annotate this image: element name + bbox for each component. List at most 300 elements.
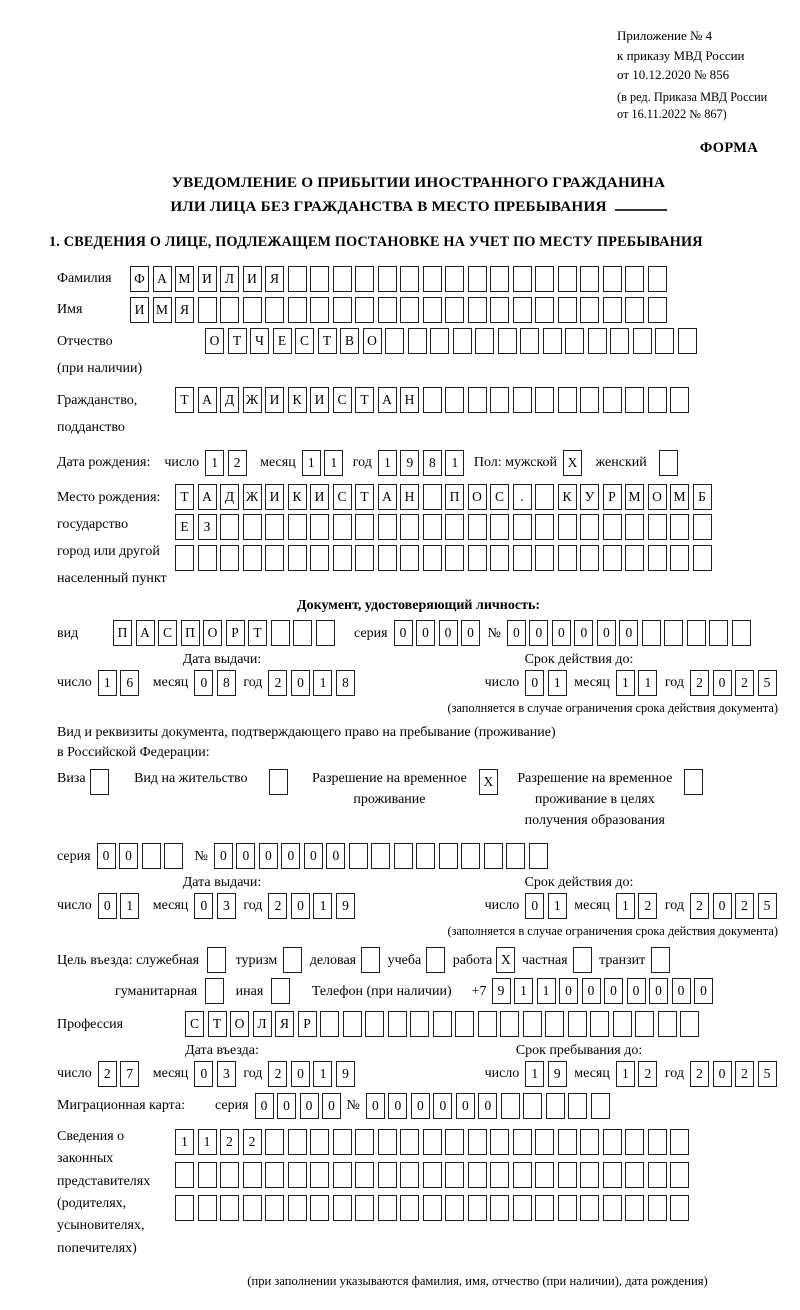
char-box[interactable]: Е xyxy=(273,328,292,354)
char-box[interactable] xyxy=(269,769,288,795)
char-box[interactable]: 0 xyxy=(694,978,713,1004)
char-box[interactable]: Р xyxy=(603,484,622,510)
char-box[interactable] xyxy=(198,1162,217,1188)
char-box[interactable] xyxy=(445,387,464,413)
char-box[interactable] xyxy=(198,545,217,571)
char-box[interactable] xyxy=(580,266,599,292)
char-box[interactable] xyxy=(625,297,644,323)
char-box[interactable] xyxy=(220,297,239,323)
char-box[interactable]: 1 xyxy=(537,978,556,1004)
char-box[interactable] xyxy=(670,514,689,540)
char-box[interactable]: 2 xyxy=(690,893,709,919)
char-box[interactable] xyxy=(580,387,599,413)
char-box[interactable]: А xyxy=(198,484,217,510)
char-box[interactable] xyxy=(558,1195,577,1221)
char-box[interactable] xyxy=(680,1011,699,1037)
char-box[interactable] xyxy=(243,297,262,323)
char-box[interactable] xyxy=(648,1195,667,1221)
purpose-humanitarian-checkbox[interactable] xyxy=(205,978,228,1004)
char-box[interactable] xyxy=(558,1129,577,1155)
char-box[interactable]: 0 xyxy=(416,620,435,646)
visa-checkbox[interactable] xyxy=(90,769,113,795)
char-box[interactable] xyxy=(687,620,706,646)
char-box[interactable] xyxy=(410,1011,429,1037)
char-box[interactable] xyxy=(288,514,307,540)
char-box[interactable]: 0 xyxy=(366,1093,385,1119)
char-box[interactable] xyxy=(243,1162,262,1188)
char-box[interactable]: Б xyxy=(693,484,712,510)
char-box[interactable]: 9 xyxy=(400,450,419,476)
stay-month-input[interactable] xyxy=(616,1061,661,1087)
char-box[interactable] xyxy=(610,328,629,354)
char-box[interactable] xyxy=(478,1011,497,1037)
char-box[interactable]: 0 xyxy=(439,620,458,646)
char-box[interactable]: 0 xyxy=(672,978,691,1004)
doc-issue-month-input[interactable] xyxy=(194,670,239,696)
char-box[interactable] xyxy=(633,328,652,354)
char-box[interactable] xyxy=(535,297,554,323)
purpose-study-checkbox[interactable] xyxy=(426,947,449,973)
char-box[interactable] xyxy=(265,545,284,571)
char-box[interactable] xyxy=(423,387,442,413)
char-box[interactable] xyxy=(400,1129,419,1155)
char-box[interactable]: 0 xyxy=(713,1061,732,1087)
char-box[interactable]: 0 xyxy=(597,620,616,646)
char-box[interactable] xyxy=(288,266,307,292)
char-box[interactable] xyxy=(355,266,374,292)
char-box[interactable] xyxy=(670,1162,689,1188)
char-box[interactable] xyxy=(468,1162,487,1188)
char-box[interactable]: 5 xyxy=(758,670,777,696)
char-box[interactable] xyxy=(558,266,577,292)
char-box[interactable] xyxy=(513,1195,532,1221)
char-box[interactable] xyxy=(565,328,584,354)
char-box[interactable] xyxy=(423,484,442,510)
char-box[interactable]: 0 xyxy=(194,1061,213,1087)
char-box[interactable] xyxy=(625,1129,644,1155)
char-box[interactable]: И xyxy=(243,266,262,292)
char-box[interactable] xyxy=(265,1162,284,1188)
sex-male-checkbox[interactable] xyxy=(563,450,586,476)
entry-month-input[interactable] xyxy=(194,1061,239,1087)
char-box[interactable] xyxy=(490,1129,509,1155)
purpose-business-checkbox[interactable] xyxy=(361,947,384,973)
char-box[interactable] xyxy=(591,1093,610,1119)
char-box[interactable] xyxy=(400,1195,419,1221)
char-box[interactable] xyxy=(603,1129,622,1155)
representatives-line2[interactable] xyxy=(175,1162,693,1188)
char-box[interactable]: Т xyxy=(355,484,374,510)
permit-seria-input[interactable] xyxy=(97,843,187,869)
char-box[interactable] xyxy=(580,1195,599,1221)
char-box[interactable]: 8 xyxy=(336,670,355,696)
char-box[interactable]: В xyxy=(340,328,359,354)
char-box[interactable] xyxy=(659,450,678,476)
char-box[interactable] xyxy=(603,387,622,413)
char-box[interactable] xyxy=(648,1162,667,1188)
char-box[interactable] xyxy=(288,1162,307,1188)
char-box[interactable]: 2 xyxy=(638,1061,657,1087)
birth-month-input[interactable] xyxy=(302,450,347,476)
doc-issue-year-input[interactable] xyxy=(268,670,358,696)
char-box[interactable]: 2 xyxy=(268,1061,287,1087)
char-box[interactable] xyxy=(288,297,307,323)
char-box[interactable]: Т xyxy=(248,620,267,646)
char-box[interactable]: 1 xyxy=(378,450,397,476)
char-box[interactable] xyxy=(506,843,525,869)
char-box[interactable]: 0 xyxy=(291,893,310,919)
char-box[interactable] xyxy=(648,514,667,540)
char-box[interactable] xyxy=(433,1011,452,1037)
char-box[interactable] xyxy=(385,328,404,354)
char-box[interactable] xyxy=(400,1162,419,1188)
char-box[interactable] xyxy=(271,620,290,646)
char-box[interactable]: 2 xyxy=(735,1061,754,1087)
char-box[interactable]: Т xyxy=(208,1011,227,1037)
char-box[interactable]: Ж xyxy=(243,387,262,413)
char-box[interactable] xyxy=(558,545,577,571)
char-box[interactable] xyxy=(333,1129,352,1155)
char-box[interactable] xyxy=(490,1195,509,1221)
char-box[interactable]: 0 xyxy=(649,978,668,1004)
char-box[interactable]: Н xyxy=(400,387,419,413)
char-box[interactable] xyxy=(333,266,352,292)
char-box[interactable] xyxy=(293,620,312,646)
char-box[interactable] xyxy=(378,297,397,323)
char-box[interactable]: 0 xyxy=(552,620,571,646)
char-box[interactable]: А xyxy=(198,387,217,413)
char-box[interactable] xyxy=(500,1011,519,1037)
char-box[interactable] xyxy=(546,1093,565,1119)
char-box[interactable]: 0 xyxy=(300,1093,319,1119)
birthplace-line2[interactable] xyxy=(175,514,715,540)
char-box[interactable] xyxy=(535,387,554,413)
char-box[interactable]: 0 xyxy=(478,1093,497,1119)
char-box[interactable] xyxy=(535,1162,554,1188)
char-box[interactable]: М xyxy=(670,484,689,510)
char-box[interactable]: И xyxy=(130,297,149,323)
char-box[interactable]: К xyxy=(288,484,307,510)
char-box[interactable] xyxy=(445,545,464,571)
permit-valid-month-input[interactable] xyxy=(616,893,661,919)
char-box[interactable] xyxy=(732,620,751,646)
char-box[interactable] xyxy=(423,1195,442,1221)
char-box[interactable]: О xyxy=(230,1011,249,1037)
char-box[interactable]: 1 xyxy=(548,893,567,919)
char-box[interactable]: 0 xyxy=(322,1093,341,1119)
char-box[interactable]: Ж xyxy=(243,484,262,510)
char-box[interactable]: 0 xyxy=(713,670,732,696)
char-box[interactable]: С xyxy=(185,1011,204,1037)
char-box[interactable]: 0 xyxy=(97,843,116,869)
doc-valid-month-input[interactable] xyxy=(616,670,661,696)
char-box[interactable] xyxy=(361,947,380,973)
char-box[interactable]: С xyxy=(333,387,352,413)
char-box[interactable]: Р xyxy=(298,1011,317,1037)
char-box[interactable]: 1 xyxy=(324,450,343,476)
doc-kind-input[interactable] xyxy=(113,620,338,646)
char-box[interactable]: 0 xyxy=(529,620,548,646)
char-box[interactable]: 2 xyxy=(638,893,657,919)
char-box[interactable] xyxy=(175,545,194,571)
char-box[interactable]: 6 xyxy=(120,670,139,696)
char-box[interactable] xyxy=(310,1129,329,1155)
char-box[interactable] xyxy=(490,545,509,571)
char-box[interactable]: Т xyxy=(175,484,194,510)
char-box[interactable] xyxy=(490,387,509,413)
char-box[interactable] xyxy=(535,1129,554,1155)
char-box[interactable]: О xyxy=(203,620,222,646)
permit-number-input[interactable] xyxy=(214,843,552,869)
char-box[interactable] xyxy=(648,1129,667,1155)
char-box[interactable] xyxy=(603,1195,622,1221)
char-box[interactable] xyxy=(426,947,445,973)
stay-day-input[interactable] xyxy=(525,1061,570,1087)
char-box[interactable]: Я xyxy=(265,266,284,292)
char-box[interactable]: 0 xyxy=(194,893,213,919)
char-box[interactable]: Н xyxy=(400,484,419,510)
char-box[interactable] xyxy=(365,1011,384,1037)
purpose-work-checkbox[interactable] xyxy=(496,947,519,973)
char-box[interactable] xyxy=(558,1162,577,1188)
char-box[interactable]: 2 xyxy=(268,893,287,919)
residence-permit-checkbox[interactable] xyxy=(269,769,292,795)
char-box[interactable] xyxy=(588,328,607,354)
char-box[interactable] xyxy=(603,545,622,571)
char-box[interactable] xyxy=(243,545,262,571)
char-box[interactable]: 0 xyxy=(194,670,213,696)
char-box[interactable] xyxy=(288,1129,307,1155)
char-box[interactable] xyxy=(333,1195,352,1221)
doc-valid-day-input[interactable] xyxy=(525,670,570,696)
char-box[interactable] xyxy=(445,514,464,540)
char-box[interactable] xyxy=(198,297,217,323)
char-box[interactable] xyxy=(655,328,674,354)
char-box[interactable] xyxy=(625,514,644,540)
purpose-tourism-checkbox[interactable] xyxy=(283,947,306,973)
char-box[interactable] xyxy=(423,297,442,323)
char-box[interactable] xyxy=(468,1195,487,1221)
char-box[interactable]: 0 xyxy=(433,1093,452,1119)
char-box[interactable]: 2 xyxy=(243,1129,262,1155)
char-box[interactable] xyxy=(265,297,284,323)
char-box[interactable] xyxy=(625,1162,644,1188)
char-box[interactable] xyxy=(408,328,427,354)
char-box[interactable] xyxy=(320,1011,339,1037)
char-box[interactable]: П xyxy=(445,484,464,510)
char-box[interactable] xyxy=(423,514,442,540)
char-box[interactable]: О xyxy=(205,328,224,354)
char-box[interactable] xyxy=(310,266,329,292)
char-box[interactable] xyxy=(625,545,644,571)
char-box[interactable]: А xyxy=(378,484,397,510)
char-box[interactable] xyxy=(394,843,413,869)
char-box[interactable] xyxy=(333,297,352,323)
char-box[interactable]: 2 xyxy=(735,893,754,919)
char-box[interactable]: 1 xyxy=(313,670,332,696)
mig-seria-input[interactable] xyxy=(255,1093,345,1119)
char-box[interactable] xyxy=(523,1093,542,1119)
char-box[interactable] xyxy=(603,297,622,323)
char-box[interactable]: 0 xyxy=(604,978,623,1004)
char-box[interactable] xyxy=(568,1011,587,1037)
char-box[interactable]: О xyxy=(648,484,667,510)
char-box[interactable]: Т xyxy=(355,387,374,413)
char-box[interactable]: 9 xyxy=(492,978,511,1004)
char-box[interactable] xyxy=(378,1195,397,1221)
char-box[interactable]: П xyxy=(113,620,132,646)
char-box[interactable] xyxy=(558,387,577,413)
patronymic-input[interactable] xyxy=(205,328,700,354)
char-box[interactable]: 2 xyxy=(220,1129,239,1155)
char-box[interactable]: С xyxy=(490,484,509,510)
char-box[interactable]: 5 xyxy=(758,1061,777,1087)
permit-issue-year-input[interactable] xyxy=(268,893,358,919)
char-box[interactable] xyxy=(648,545,667,571)
char-box[interactable] xyxy=(558,297,577,323)
char-box[interactable]: 5 xyxy=(758,893,777,919)
char-box[interactable]: 1 xyxy=(98,670,117,696)
char-box[interactable] xyxy=(220,514,239,540)
char-box[interactable]: X xyxy=(563,450,582,476)
char-box[interactable]: 3 xyxy=(217,893,236,919)
char-box[interactable] xyxy=(520,328,539,354)
char-box[interactable] xyxy=(90,769,109,795)
char-box[interactable] xyxy=(709,620,728,646)
birth-day-input[interactable] xyxy=(205,450,250,476)
char-box[interactable] xyxy=(220,1162,239,1188)
char-box[interactable] xyxy=(543,328,562,354)
char-box[interactable]: . xyxy=(513,484,532,510)
char-box[interactable] xyxy=(545,1011,564,1037)
char-box[interactable] xyxy=(455,1011,474,1037)
char-box[interactable] xyxy=(343,1011,362,1037)
char-box[interactable] xyxy=(355,1129,374,1155)
char-box[interactable] xyxy=(670,1129,689,1155)
char-box[interactable] xyxy=(243,514,262,540)
citizenship-input[interactable] xyxy=(175,387,693,413)
char-box[interactable] xyxy=(523,1011,542,1037)
char-box[interactable]: 2 xyxy=(690,1061,709,1087)
char-box[interactable] xyxy=(568,1093,587,1119)
char-box[interactable] xyxy=(484,843,503,869)
char-box[interactable]: 0 xyxy=(119,843,138,869)
char-box[interactable]: 0 xyxy=(525,670,544,696)
char-box[interactable] xyxy=(693,545,712,571)
permit-valid-year-input[interactable] xyxy=(690,893,780,919)
doc-number-input[interactable] xyxy=(507,620,755,646)
char-box[interactable]: У xyxy=(580,484,599,510)
char-box[interactable]: 2 xyxy=(268,670,287,696)
char-box[interactable]: И xyxy=(265,387,284,413)
char-box[interactable]: 2 xyxy=(98,1061,117,1087)
profession-input[interactable] xyxy=(185,1011,703,1037)
char-box[interactable]: 0 xyxy=(627,978,646,1004)
char-box[interactable]: Л xyxy=(253,1011,272,1037)
char-box[interactable]: Я xyxy=(175,297,194,323)
char-box[interactable] xyxy=(684,769,703,795)
char-box[interactable] xyxy=(142,843,161,869)
char-box[interactable] xyxy=(603,514,622,540)
char-box[interactable] xyxy=(490,1162,509,1188)
char-box[interactable] xyxy=(423,1162,442,1188)
char-box[interactable]: 0 xyxy=(713,893,732,919)
permit-valid-day-input[interactable] xyxy=(525,893,570,919)
purpose-private-checkbox[interactable] xyxy=(573,947,596,973)
birth-year-input[interactable] xyxy=(378,450,468,476)
char-box[interactable]: 1 xyxy=(616,893,635,919)
char-box[interactable] xyxy=(423,266,442,292)
representatives-line1[interactable] xyxy=(175,1129,693,1155)
char-box[interactable] xyxy=(430,328,449,354)
char-box[interactable] xyxy=(513,514,532,540)
char-box[interactable]: 3 xyxy=(217,1061,236,1087)
char-box[interactable]: 0 xyxy=(559,978,578,1004)
char-box[interactable]: Д xyxy=(220,387,239,413)
char-box[interactable] xyxy=(573,947,592,973)
char-box[interactable]: 2 xyxy=(690,670,709,696)
char-box[interactable] xyxy=(658,1011,677,1037)
char-box[interactable] xyxy=(310,545,329,571)
char-box[interactable] xyxy=(416,843,435,869)
char-box[interactable] xyxy=(371,843,390,869)
permit-issue-day-input[interactable] xyxy=(98,893,143,919)
char-box[interactable] xyxy=(205,978,224,1004)
char-box[interactable] xyxy=(498,328,517,354)
char-box[interactable] xyxy=(310,514,329,540)
char-box[interactable] xyxy=(400,514,419,540)
char-box[interactable] xyxy=(490,266,509,292)
char-box[interactable] xyxy=(271,978,290,1004)
sex-female-checkbox[interactable] xyxy=(659,450,682,476)
char-box[interactable] xyxy=(423,545,442,571)
char-box[interactable]: 2 xyxy=(735,670,754,696)
char-box[interactable] xyxy=(501,1093,520,1119)
char-box[interactable] xyxy=(648,266,667,292)
char-box[interactable]: 0 xyxy=(291,1061,310,1087)
char-box[interactable] xyxy=(603,1162,622,1188)
char-box[interactable] xyxy=(378,545,397,571)
char-box[interactable] xyxy=(453,328,472,354)
char-box[interactable]: Т xyxy=(318,328,337,354)
char-box[interactable] xyxy=(400,545,419,571)
doc-seria-input[interactable] xyxy=(394,620,484,646)
representatives-line3[interactable] xyxy=(175,1195,693,1221)
char-box[interactable] xyxy=(445,266,464,292)
char-box[interactable]: 0 xyxy=(259,843,278,869)
char-box[interactable]: 0 xyxy=(304,843,323,869)
char-box[interactable] xyxy=(580,545,599,571)
char-box[interactable]: З xyxy=(198,514,217,540)
char-box[interactable]: 0 xyxy=(236,843,255,869)
char-box[interactable]: С xyxy=(333,484,352,510)
char-box[interactable]: М xyxy=(625,484,644,510)
char-box[interactable] xyxy=(468,266,487,292)
permit-issue-month-input[interactable] xyxy=(194,893,239,919)
char-box[interactable]: 0 xyxy=(326,843,345,869)
char-box[interactable] xyxy=(310,297,329,323)
char-box[interactable] xyxy=(535,266,554,292)
char-box[interactable] xyxy=(535,514,554,540)
char-box[interactable]: А xyxy=(378,387,397,413)
char-box[interactable] xyxy=(670,1195,689,1221)
char-box[interactable]: 0 xyxy=(388,1093,407,1119)
char-box[interactable]: И xyxy=(310,387,329,413)
char-box[interactable]: 9 xyxy=(548,1061,567,1087)
char-box[interactable] xyxy=(513,266,532,292)
char-box[interactable] xyxy=(613,1011,632,1037)
char-box[interactable] xyxy=(625,387,644,413)
